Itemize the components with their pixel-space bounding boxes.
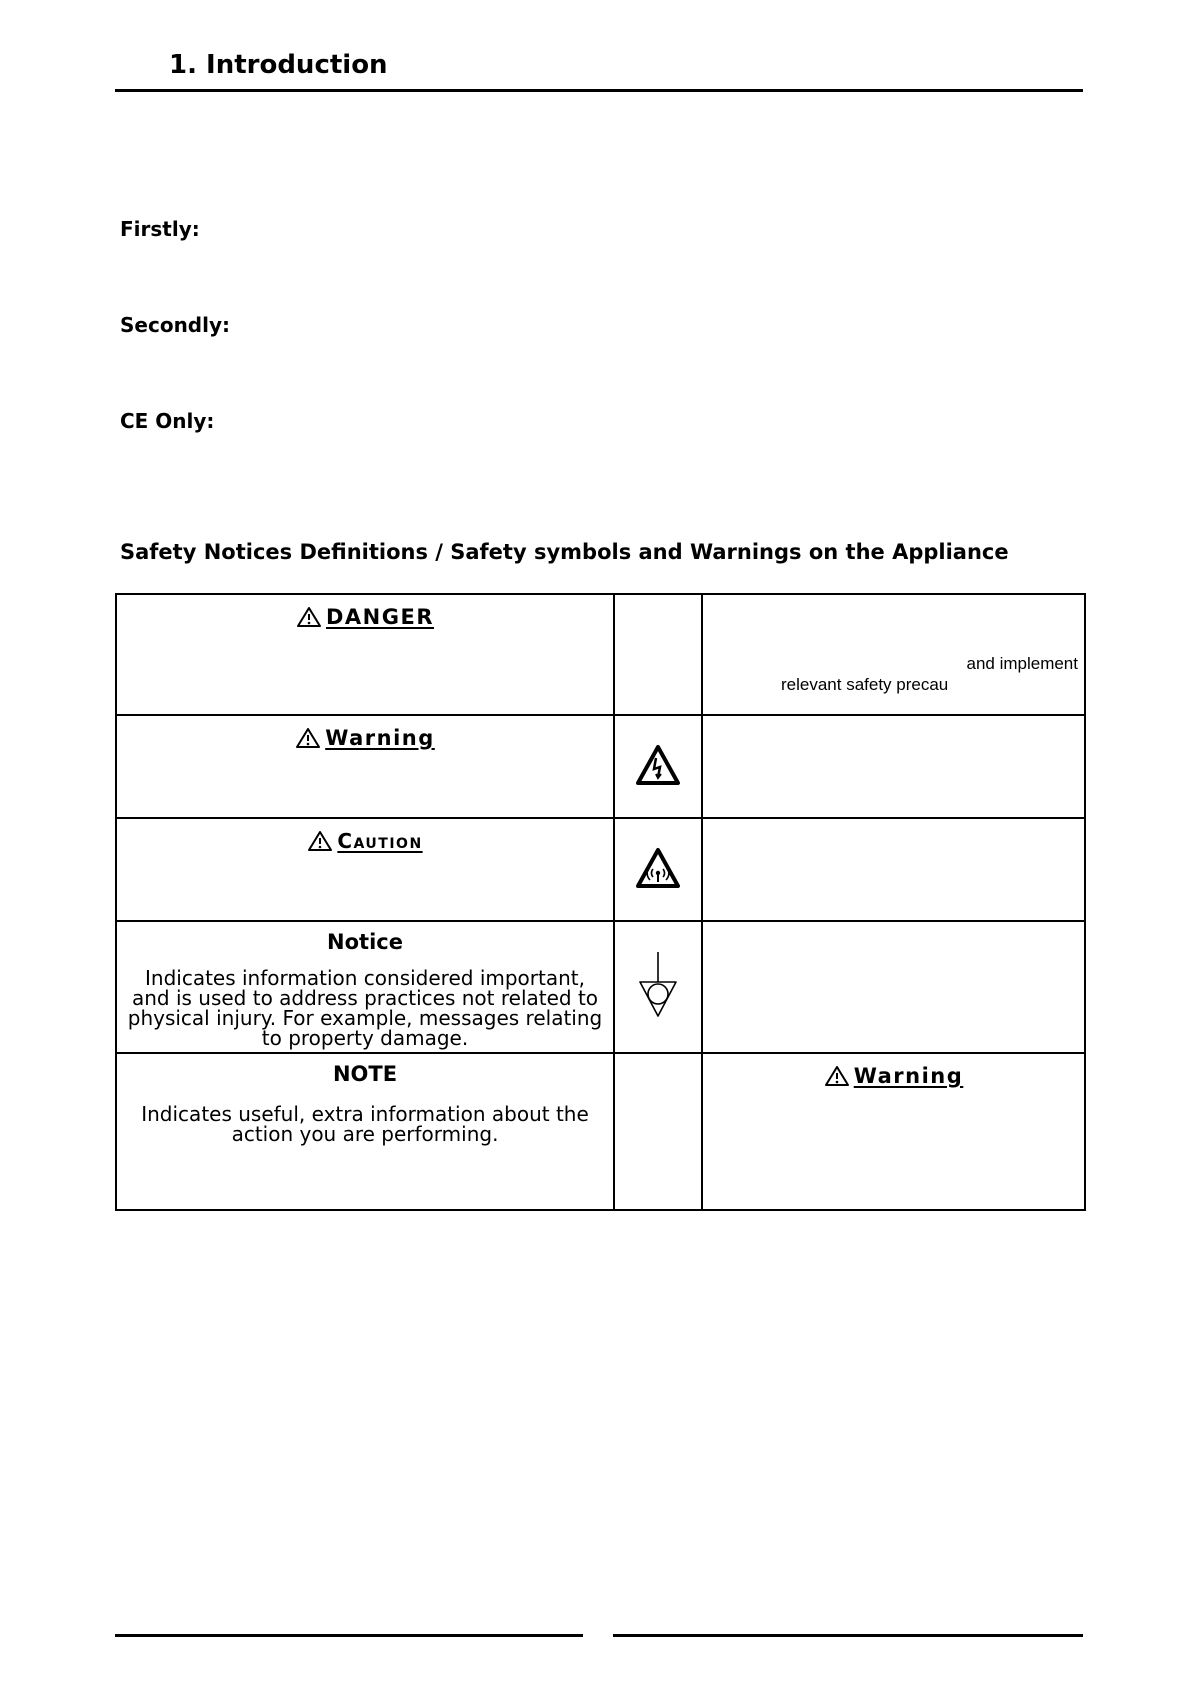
caution-heading (307, 829, 422, 853)
right-warning-word: Warning (853, 1064, 964, 1088)
page-title: 1. Introduction (169, 50, 388, 80)
warning-triangle-icon (295, 727, 321, 749)
table-row (116, 715, 1085, 818)
notice-heading: Notice (327, 930, 403, 954)
notice-description-cell (702, 921, 1085, 1053)
equipotential-icon (636, 950, 680, 1020)
caution-description-cell (702, 818, 1085, 921)
table-row (116, 1053, 1085, 1210)
secondly-label: Secondly: (120, 313, 231, 337)
note-right-cell (702, 1053, 1085, 1210)
warning-cell (116, 715, 614, 818)
warning-triangle-icon (296, 606, 322, 628)
notice-cell (116, 921, 614, 1053)
danger-cell (116, 594, 614, 715)
warning-word: Warning (325, 726, 435, 750)
warning-triangle-icon (824, 1065, 850, 1087)
note-cell (116, 1053, 614, 1210)
danger-symbol-cell (614, 594, 702, 715)
note-symbol-cell (614, 1053, 702, 1210)
electrical-hazard-icon (635, 744, 681, 786)
note-text: Indicates useful, extra information about the action you are performing. (141, 1102, 589, 1146)
non-ionizing-radiation-icon (635, 847, 681, 889)
table-row (116, 818, 1085, 921)
table-row (116, 921, 1085, 1053)
ce-only-label: CE Only: (120, 409, 215, 433)
caution-symbol-cell (614, 818, 702, 921)
safety-notices-table (115, 593, 1086, 1211)
footer-rule-left (115, 1634, 583, 1637)
danger-heading (296, 605, 434, 629)
firstly-label: Firstly: (120, 217, 200, 241)
danger-fragment-line2: relevant safety precau (781, 675, 949, 694)
title-divider (115, 89, 1083, 92)
warning-heading (295, 726, 435, 750)
footer-rule-right (613, 1634, 1083, 1637)
warning-symbol-cell (614, 715, 702, 818)
right-warning-heading (824, 1064, 964, 1088)
table-row (116, 594, 1085, 715)
caution-cell (116, 818, 614, 921)
note-heading: NOTE (332, 1062, 398, 1086)
warning-description-cell (702, 715, 1085, 818)
caution-word: Caution (337, 829, 423, 853)
danger-word: DANGER (325, 605, 434, 629)
notice-text: Indicates information considered important, and is used to address practices not related to physical injury. For example, messages relating to property damage. (127, 966, 603, 1050)
warning-triangle-icon (307, 830, 333, 852)
safety-table-heading: Safety Notices Definitions / Safety symbols and Warnings on the Appliance (120, 540, 1009, 564)
danger-fragment-line1: and implement (966, 654, 1078, 673)
danger-description-cell (702, 594, 1085, 715)
notice-symbol-cell (614, 921, 702, 1053)
